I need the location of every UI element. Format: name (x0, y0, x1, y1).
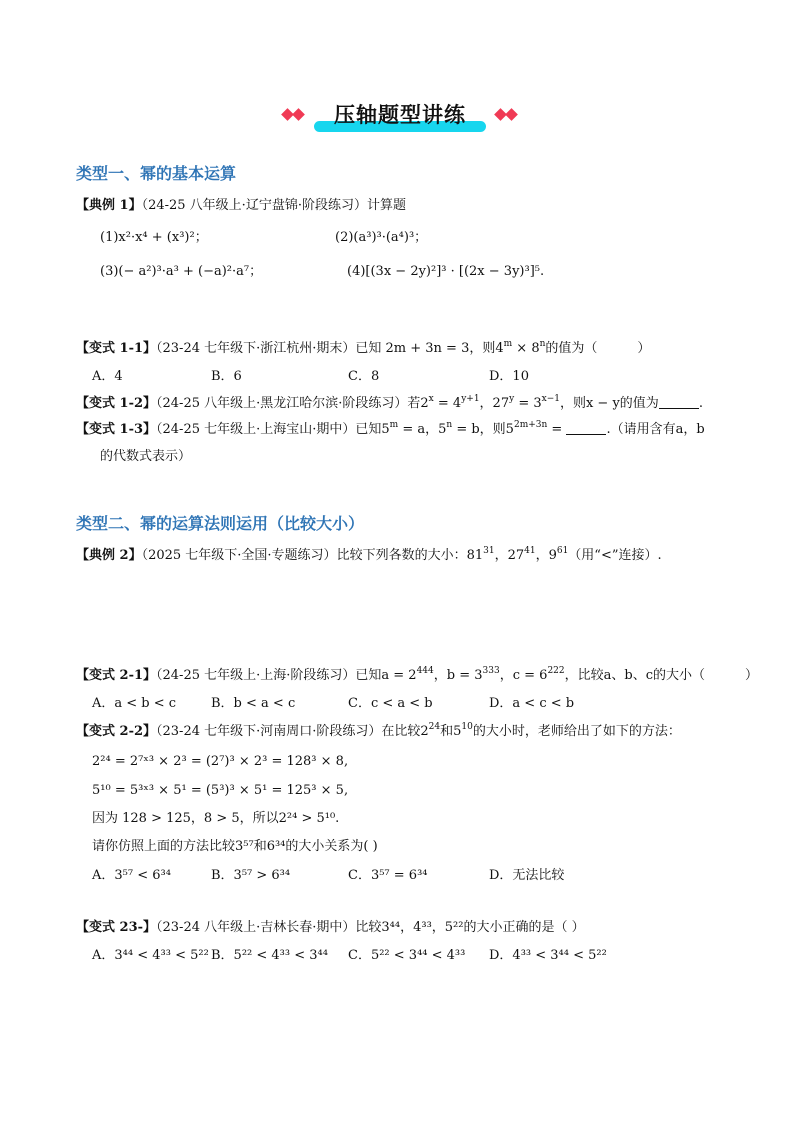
option-b: B．3⁵⁷ > 6³⁴ (211, 868, 291, 883)
option-b: B．b < a < c (211, 696, 296, 711)
variant-2-2: 【变式 2-2】（23-24 七年级下·河南周口·阶段练习）在比较$2^{24}$和$5^{10}$的大小时，老师给出了如下的方法： (76, 722, 681, 739)
method-line-4: 请你仿照上面的方法比较3⁵⁷和6³⁴的大小关系为( ) (92, 839, 378, 854)
option-d: D．无法比较 (489, 868, 565, 883)
example-1-header (76, 196, 406, 216)
variant-1-2: 【变式 1-2】（24-25 八年级上·黑龙江哈尔滨·阶段练习）若$2^x = 4^{y+1}$，$27^y = 3^{x-1}$，则x − y的值为 . (76, 394, 703, 411)
option-a: A．a < b < c (92, 696, 177, 711)
ex1-part-2: (2)(a³)³·(a⁴)³； (335, 230, 428, 245)
option-b: B．6 (211, 369, 242, 384)
example-label: 【典例 1】 (76, 198, 142, 213)
page-title: 压轴题型讲练 (334, 103, 466, 127)
variant-2-1: 【变式 2-1】（24-25 七年级上·上海·阶段练习）已知$a = 2^{444}$，$b = 3^{333}$，$c = 6^{222}$，比较a、b、c的大小（ ） (76, 666, 758, 683)
variant-2-3: 【变式 23-】（23-24 八年级上·吉林长春·期中）比较3⁴⁴，4³³，5²²的大小正确的是（ ） (76, 920, 585, 935)
option-c: C．c < a < b (348, 696, 433, 711)
variant-1-1: 【变式 1-1】（23-24 七年级下·浙江杭州·期末）已知 2m + 3n = 3，则$4^m \times 8^n$的值为（ ） (76, 339, 651, 356)
option-d: D．10 (489, 369, 529, 384)
method-line-2: 5¹⁰ = 5³ˣ³ × 5¹ = (5³)³ × 5¹ = 125³ × 5, (92, 783, 349, 798)
question-text: 计算题 (366, 198, 406, 213)
option-a: A．3⁵⁷ < 6³⁴ (92, 868, 171, 883)
option-d: D．a < c < b (489, 696, 575, 711)
answer-blank (566, 421, 606, 435)
option-c: C．5²² < 3⁴⁴ < 4³³ (348, 948, 466, 963)
answer-blank (659, 395, 699, 409)
option-a: A．3⁴⁴ < 4³³ < 5²² (92, 948, 209, 963)
method-line-3: 因为 128 > 125，8 > 5，所以2²⁴ > 5¹⁰. (92, 811, 340, 826)
variant-1-3: 【变式 1-3】（24-25 七年级上·上海宝山·期中）已知$5^m = a$，$5^n = b$，则$5^{2m+3n}$ = .（请用含有a，b (76, 420, 705, 437)
option-d: D．4³³ < 3⁴⁴ < 5²² (489, 948, 607, 963)
example-2: 【典例 2】（2025 七年级下·全国·专题练习）比较下列各数的大小：$81^{31}$，$27^{41}$，$9^{61}$（用“<”连接）. (76, 546, 662, 563)
option-c: C．8 (348, 369, 380, 384)
method-line-1: 2²⁴ = 2⁷ˣ³ × 2³ = (2⁷)³ × 2³ = 128³ × 8, (92, 754, 349, 769)
ex1-part-1: (1)x²·x⁴ + (x³)²； (100, 230, 208, 245)
ex1-part-3: (3)(− a²)³·a³ + (−a)²·a⁷； (100, 264, 263, 279)
option-b: B．5²² < 4³³ < 3⁴⁴ (211, 948, 328, 963)
section-heading-2: 类型二、幂的运算法则运用（比较大小） (76, 514, 365, 533)
source-note: （24-25 八年级上·辽宁盘锦·阶段练习） (141, 198, 367, 213)
option-a: A．4 (92, 369, 123, 384)
page-title-block (280, 100, 520, 136)
variant-1-3-line2: 的代数式表示） (100, 449, 192, 464)
section-heading-1: 类型一、幂的基本运算 (76, 164, 237, 183)
ex1-part-4: (4)[(3x − 2y)²]³ · [(2x − 3y)³]⁵. (347, 264, 545, 279)
option-c: C．3⁵⁷ = 6³⁴ (348, 868, 428, 883)
